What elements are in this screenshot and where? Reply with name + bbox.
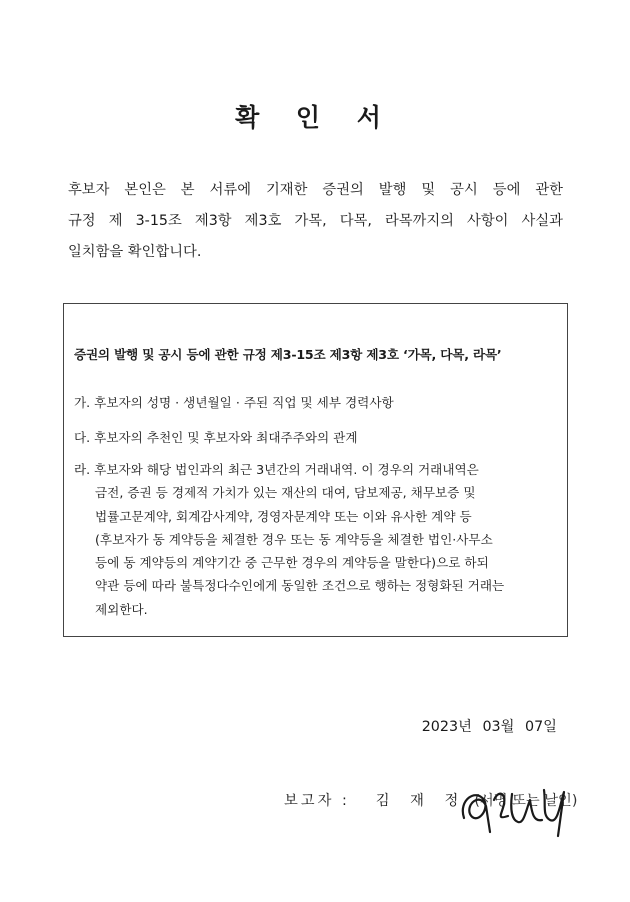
regulation-box (63, 303, 568, 637)
item-ra-line: (후보자가 동 계약등을 체결한 경우 또는 동 계약등을 체결한 법인·사무소 (95, 531, 493, 547)
signature-note: (서명 또는 날인) (474, 793, 578, 809)
intro-line: 일치함을 확인합니다. (68, 244, 202, 260)
item-da: 다. 후보자의 추천인 및 후보자와 최대주주와의 관계 (74, 430, 358, 445)
intro-line: 후보자 본인은 본 서류에 기재한 증권의 발행 및 공시 등에 관한 (68, 182, 563, 198)
item-ga: 가. 후보자의 성명 · 생년월일 · 주된 직업 및 세부 경력사항 (74, 395, 394, 410)
signature-mark (446, 770, 586, 840)
item-ra-line: 약관 등에 따라 불특정다수인에게 동일한 조건으로 행하는 정형화된 거래는 (95, 578, 505, 594)
item-ra-line: 제외한다. (95, 601, 148, 617)
document-title: 확 인 서 (235, 103, 395, 132)
item-ra (74, 458, 554, 621)
reporter-name: 김 재 정 (375, 793, 467, 809)
intro-line: 규정 제 3-15조 제3항 제3호 가목, 다목, 라목까지의 사항이 사실과 (68, 213, 563, 229)
item-ra-line: 등에 동 계약등의 계약기간 중 근무한 경우의 계약등을 말한다)으로 하되 (95, 555, 489, 571)
item-ra-line: 라. 후보자와 해당 법인과의 최근 3년간의 거래내역. 이 경우의 거래내역은 (74, 462, 479, 477)
document-date: 2023년 03월 07일 (421, 719, 557, 735)
box-heading: 증권의 발행 및 공시 등에 관한 규정 제3-15조 제3항 제3호 ‘가목, 다목, 라목’ (74, 347, 502, 362)
item-ra-line: 법률고문계약, 회계감사계약, 경영자문계약 또는 이와 유사한 계약 등 (95, 508, 472, 524)
item-ra-line: 금전, 증권 등 경제적 가치가 있는 재산의 대여, 담보제공, 채무보증 및 (95, 485, 476, 501)
reporter-label: 보고자 : (284, 793, 350, 809)
